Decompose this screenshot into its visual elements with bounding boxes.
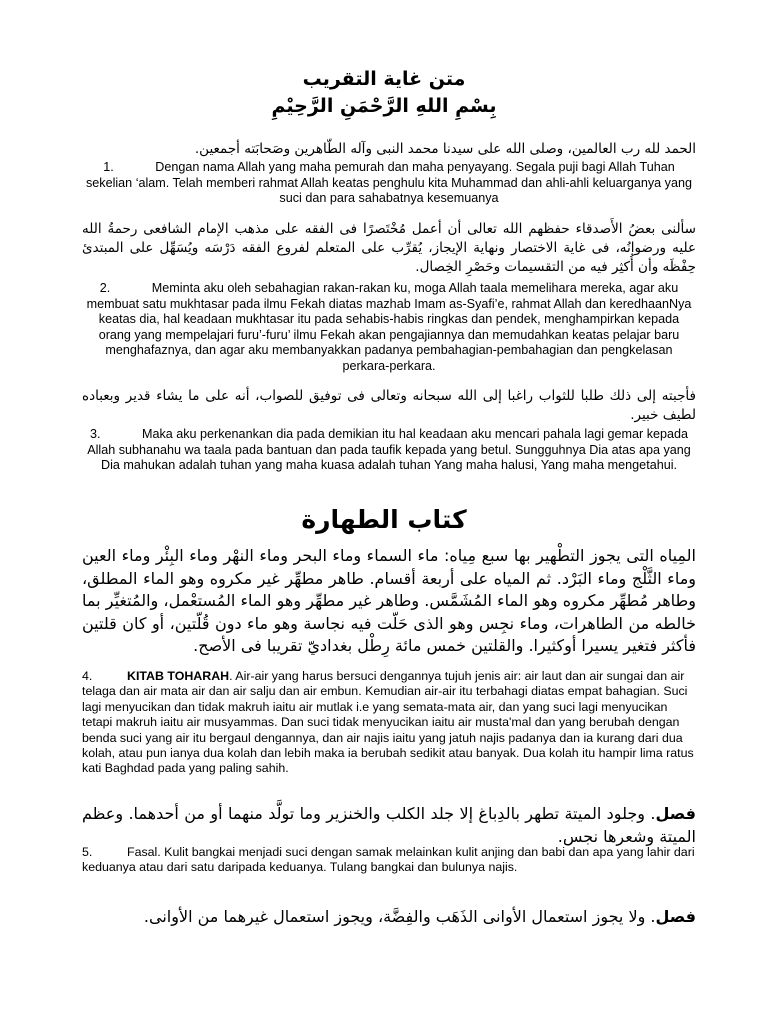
malay-paragraph-3 [82, 427, 696, 474]
basmalah: بِسْمِ اللهِ الرَّحْمَنِ الرَّحِيْمِ [271, 95, 497, 117]
arabic-taharah-paragraph: المِياه التى يجوز التطْهير بها سبع مِياه: ماء السماء وماء البحر وماء النهْر وماء البِئْر وماء العين وماء الثَّلْج وماء البَرْد. ثم المياه على أربعة أقسام. طاهر مطهِّر غير مكروه وهو الماء المطلق، وطاهر مُطهِّر مكروه وهو الماء المُشَمَّس. وطاهر غير مطهِّر وهو الماء المُستعْمل، والمُتغيِّر بما خالطه من الطاهرات، وماء نجِس وهو الذى حَلّت فيه نجاسة وهو ماء دون قُلّتين، أو كان قلتين فأكثر فتغير يسيرا أوكثيرا. والقلتين خمس مائة رِطْل بغداديّ تقريبا فى الأصح. [82, 546, 696, 655]
arabic-paragraph-3: فأجبته إلى ذلك طلبا للثواب راغبا إلى الله سبحانه وتعالى فى توفيق للصواب، أنه على ما يشاء قدير وبعباده لطيف خبير. [82, 388, 696, 423]
kitab-taharah-heading: كتاب الطهارة [301, 505, 467, 534]
arabic-paragraph-2: سألنى بعضُ الأَصدقاء حفظهم الله تعالى أن أعمل مُخْتَصرًا فى الفقه على مذهب الإمام الشافعى رحمةُ الله عليه ورضوانُه، فى غاية الاختصار ونهاية الإيجاز، يُقرِّب على المتعلم لفروع الفقه دَرْسَه ويُسَهِّل على المبتدئ حِفْظَه وأن أُكثِر فيه من التقسيمات وحَصْرِ الخِصال. [82, 221, 696, 275]
malay-text: Dengan nama Allah yang maha pemurah dan maha penyayang. Segala puji bagi Allah Tuhan sekelian ‘alam. Telah memberi rahmat Allah keatas penghulu kita Muhammad dan ahli-ahli keluarganya yang suci dan para sahabatnya kesemuanya [85, 160, 692, 205]
malay-text: Meminta aku oleh sebahagian rakan-rakan ku, moga Allah taala memelihara mereka, agar aku membuat satu mukhtasar pada ilmu Fekah diatas mazhab Imam as-Syafi’e, rahmat Allah dan keredhaanNya keatas dia, hal keadaan mukhtasar itu pada sehabis-habis ringkas dan pendek, menghampirkan kepada orang yang mempelajari furu’-furu’ ilmu Fekah akan pengajiannya dan memudahkan keatas pelajar baru menghafaznya, dan agar aku membanyakkan padanya pembahagian-pembahagian dan pengkelasan perkara-perkara. [86, 281, 692, 373]
fasal-label: فصل [655, 907, 696, 926]
document-title: متن غاية التقريب [302, 68, 466, 90]
malay-taharah-paragraph [82, 669, 700, 777]
arabic-paragraph-1: الحمد لله رب العالمين، وصلى الله على سيدنا محمد النبى وآله الطّاهرين وصَحابَته أجمعين. [194, 141, 696, 157]
arabic-fasal-2 [82, 906, 696, 929]
paragraph-number: 4. [82, 669, 93, 683]
paragraph-number: 2. [99, 281, 111, 295]
arabic-text: . وجلود الميتة تطهر بالدِباغ إلا جلد الكلب والخنزير وما تولَّد منهما أو من أحدهما. وعظم الميتة وشعرها نجس. [82, 804, 696, 846]
kitab-toharah-title: KITAB TOHARAH [127, 669, 230, 683]
fasal-label: فصل [655, 804, 696, 823]
malay-paragraph-1 [82, 160, 696, 207]
paragraph-number: 1. [103, 160, 114, 174]
malay-fasal-1 [82, 845, 700, 876]
malay-text: Maka aku perkenankan dia pada demikian itu hal keadaan aku mencari pahala lagi gemar kepada Allah subhanahu wa taala pada bantuan dan pada taufik kepada yang betul. Sungguhnya Dia atas apa yang Dia mahukan adalah tuhan yang maha kuasa adalah tuhan Yang maha halusi, Yang maha mengetahui. [87, 427, 691, 472]
malay-text: Fasal. Kulit bangkai menjadi suci dengan samak melainkan kulit anjing dan babi dan apa yang lahir dari keduanya atau dari satu daripada keduanya. Tulang bangkai dan bulunya najis. [82, 845, 695, 875]
arabic-fasal-1 [82, 803, 696, 848]
malay-text: . Air-air yang harus bersuci dengannya tujuh jenis air: air laut dan air sungai dan air telaga dan air mata air dan air salju dan air embun. Kemudian air-air itu terbahagi diatas empat bahagian. Suci lagi menyucikan dan tidak makruh iaitu air mutlak i.e yang semata-mata air, dan yang suci lagi menyucikan tetapi makruh iaitu air musyammas. Dan suci tidak menyucikan iaitu air musta'mal dan yang berubah dengan benda suci yang air itu bergaul dengannya, dan air najis iaitu yang jatuh najis padanya dan ia kurang dari dua kolah, atau pun ianya dua kolah dan lebih maka ia berubah sedikit atau banyak. Dua kolah itu hampir lima ratus kati Baghdad pada yang paling sahih. [82, 669, 694, 776]
malay-paragraph-2 [82, 281, 696, 374]
paragraph-number: 3. [89, 427, 101, 441]
paragraph-number: 5. [82, 845, 93, 859]
arabic-text: . ولا يجوز استعمال الأوانى الذَهَب والفِضَّة، ويجوز استعمال غيرهما من الأوانى. [143, 907, 656, 926]
